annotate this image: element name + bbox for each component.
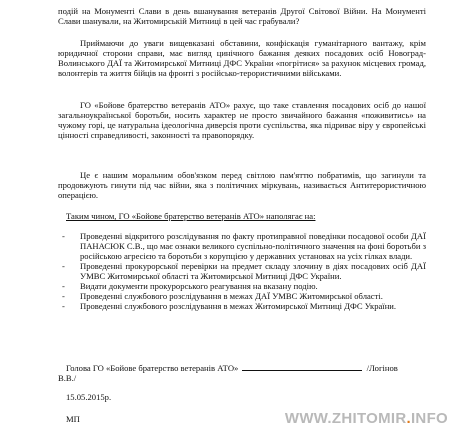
- demand-item: - Видати документи прокурорського реагування на вказану подію.: [58, 281, 426, 291]
- demand-item: - Проведенні службового розслідування в межах Житомирської Митниці ДФС України.: [58, 301, 426, 311]
- demand-item: - Проведенні прокурорської перевірки на предмет складу злочину в діях посадових осіб ДАЇ УМВС Житомирської області та Житомирської Митниці ДФС України.: [58, 261, 426, 281]
- intro-paragraph-tail: подій на Монументі Слави в день вшанування ветеранів Другої Світової Війни. На Монументі Слави шанували, на Житомирській Митниці в цей час грабували?: [58, 6, 426, 26]
- watermark-prefix: WWW.: [284, 410, 332, 427]
- demands-heading-text: Таким чином, ГО «Бойове братерство ветеранів АТО» наполягає на:: [66, 211, 316, 221]
- demands-list: [58, 231, 426, 311]
- demand-item: - Проведенні службового розслідування в межах ДАЇ УМВС Житомирської області.: [58, 291, 426, 301]
- watermark-name: ZHITOMIR: [331, 410, 407, 427]
- signature-blank: [242, 362, 362, 371]
- site-watermark: [285, 410, 448, 427]
- signature-initials: В.В./: [58, 373, 77, 383]
- paragraph-ideological-diversion: ГО «Бойове братерство ветеранів АТО» рахує, що таке ставлення посадових осіб до нашої загальноукраїнської боротьби, носить характер не просто звичайного бажання «поживитись» на чужому горі, це натуральна ідеологічна диверсія проти суспільства, яка підриває віру у європейські цінності справедливості, законності та правопорядку.: [58, 100, 426, 140]
- signature-title: Голова ГО «Бойове братерство ветеранів АТО»: [66, 363, 239, 373]
- demands-heading: [58, 211, 426, 221]
- signature-line: [58, 362, 428, 373]
- watermark-dot: .: [406, 410, 411, 427]
- paragraph-moral-duty: Це є нашим моральним обов'язком перед світлою пам'яттю побратимів, що загинули та продовжують гинути під час війни, яка з політичних міркувань, називається Антитерористичною операцією.: [58, 170, 426, 200]
- demand-item: - Проведенні відкритого розслідування по факту протиправної поведінки посадової особи ДАЇ ПАНАСЮК С.В., що має ознаки великого суспільно-політичного значення на фоні боротьби з російською агресією та боротьби з корупцією у державних установах на усіх гілках влади.: [58, 231, 426, 261]
- document-date: 15.05.2015р.: [66, 392, 112, 402]
- watermark-suffix: INFO: [410, 410, 448, 427]
- paragraph-confiscation: Приймаючи до уваги вищевказані обставини, конфіскація гуманітарного вантажу, крім юридичної сторони справи, має вигляд цинічного бажання деяких посадових осіб Новоград-Волинського ДАЇ та Житомирської Митниці ДФС України «погрітися» за рахунок місцевих громад, волонтерів та життя бійців на фронті з російсько-терористичними військами.: [58, 38, 426, 78]
- signature-surname: /Логінов: [366, 363, 398, 373]
- stamp-mark: МП: [66, 414, 80, 424]
